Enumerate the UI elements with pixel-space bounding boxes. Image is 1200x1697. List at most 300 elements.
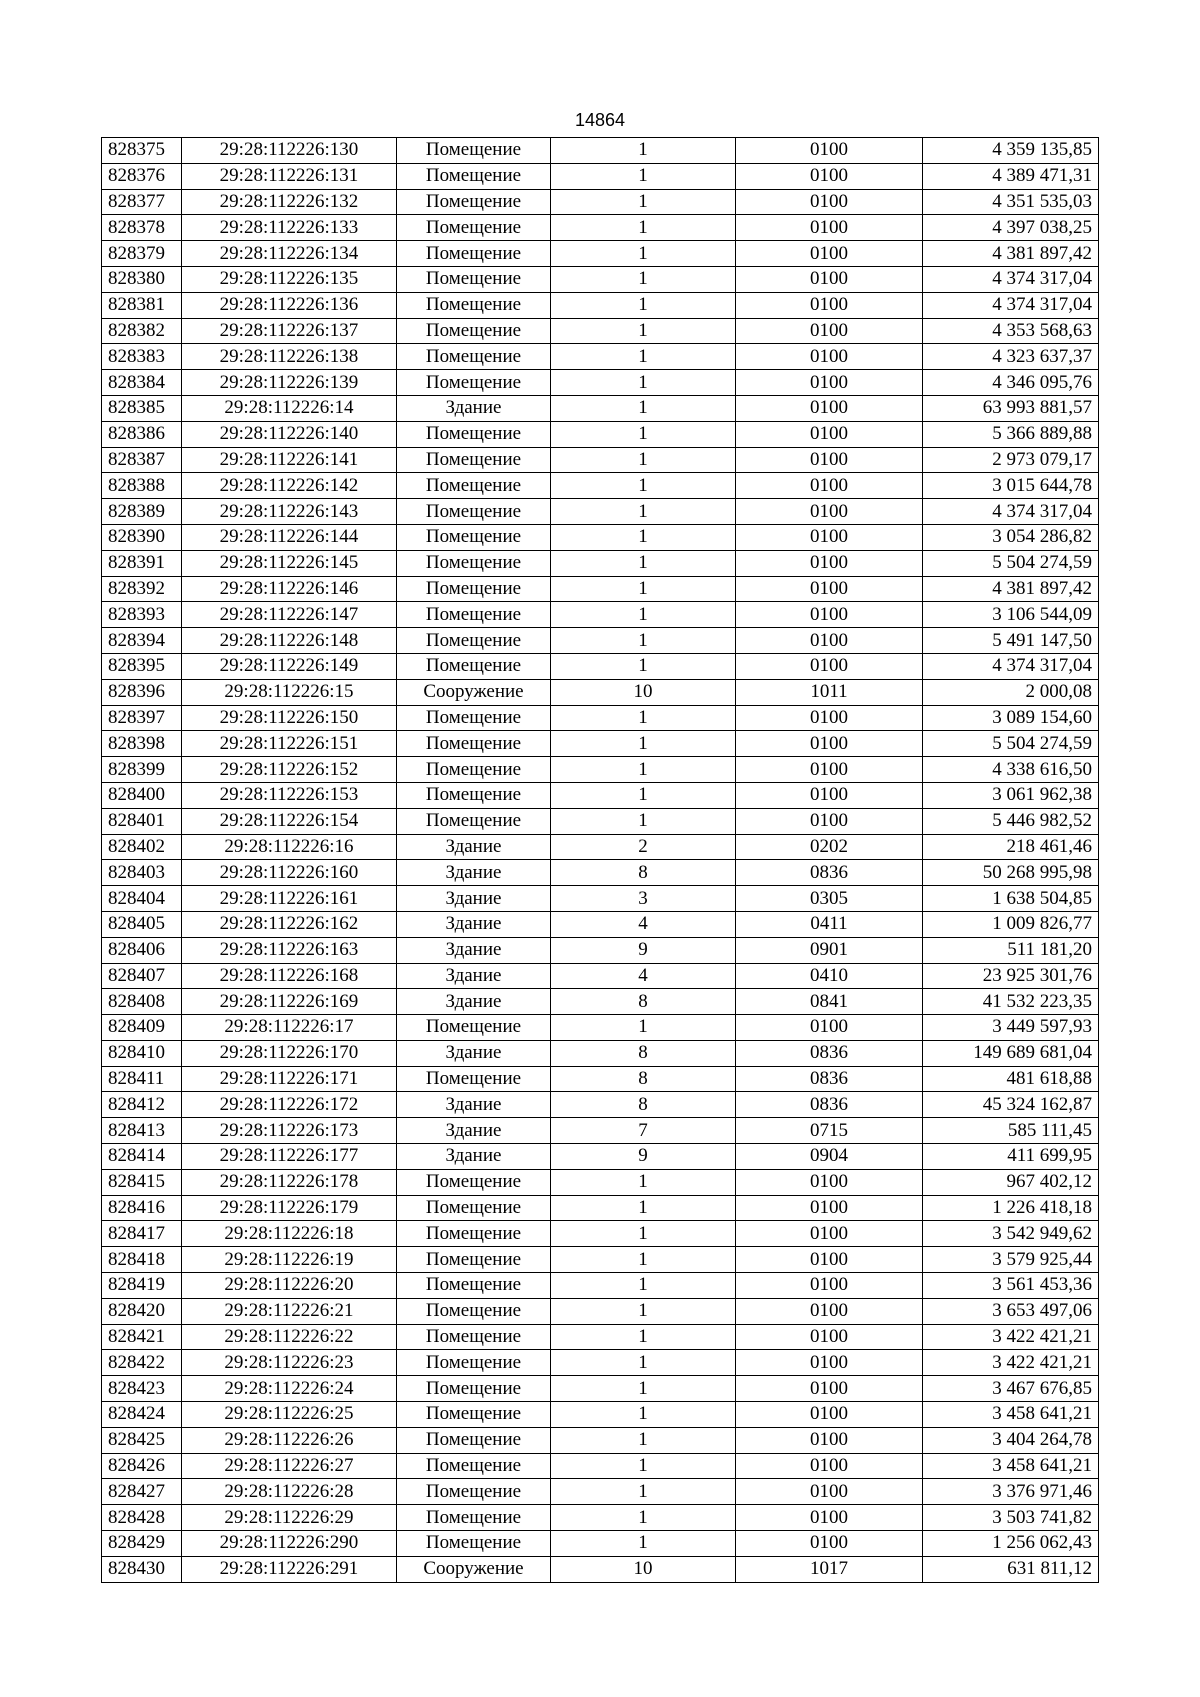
code-cell: 0836	[736, 860, 923, 886]
table-row	[102, 937, 1099, 963]
cadastral-number-cell: 29:28:112226:131	[182, 163, 397, 189]
cadastral-number-cell: 29:28:112226:143	[182, 499, 397, 525]
cadastral-number-cell: 29:28:112226:25	[182, 1402, 397, 1428]
table-row	[102, 860, 1099, 886]
row-number-cell: 828382	[102, 318, 182, 344]
group-cell: 1	[551, 215, 736, 241]
table-row	[102, 1531, 1099, 1557]
group-cell: 1	[551, 421, 736, 447]
row-number-cell: 828403	[102, 860, 182, 886]
code-cell: 0100	[736, 138, 923, 164]
table-row	[102, 370, 1099, 396]
row-number-cell: 828423	[102, 1376, 182, 1402]
group-cell: 9	[551, 1144, 736, 1170]
table-row	[102, 1298, 1099, 1324]
cadastral-value-cell: 3 449 597,93	[923, 1015, 1099, 1041]
group-cell: 1	[551, 318, 736, 344]
row-number-cell: 828375	[102, 138, 182, 164]
code-cell: 0100	[736, 215, 923, 241]
object-type-cell: Помещение	[397, 370, 551, 396]
object-type-cell: Здание	[397, 963, 551, 989]
code-cell: 0100	[736, 1376, 923, 1402]
table-row	[102, 679, 1099, 705]
group-cell: 1	[551, 1479, 736, 1505]
code-cell: 0100	[736, 344, 923, 370]
object-type-cell: Помещение	[397, 241, 551, 267]
table-row	[102, 1273, 1099, 1299]
cadastral-value-cell: 967 402,12	[923, 1169, 1099, 1195]
cadastral-number-cell: 29:28:112226:22	[182, 1324, 397, 1350]
code-cell: 0901	[736, 937, 923, 963]
row-number-cell: 828393	[102, 602, 182, 628]
group-cell: 3	[551, 886, 736, 912]
cadastral-value-cell: 3 458 641,21	[923, 1402, 1099, 1428]
group-cell: 8	[551, 1040, 736, 1066]
object-type-cell: Помещение	[397, 602, 551, 628]
group-cell: 1	[551, 808, 736, 834]
code-cell: 0411	[736, 911, 923, 937]
table-row	[102, 395, 1099, 421]
table-row	[102, 292, 1099, 318]
cadastral-value-cell: 23 925 301,76	[923, 963, 1099, 989]
group-cell: 1	[551, 1531, 736, 1557]
group-cell: 1	[551, 499, 736, 525]
cadastral-value-cell: 5 446 982,52	[923, 808, 1099, 834]
object-type-cell: Помещение	[397, 1169, 551, 1195]
cadastral-value-cell: 511 181,20	[923, 937, 1099, 963]
cadastral-number-cell: 29:28:112226:134	[182, 241, 397, 267]
table-row	[102, 189, 1099, 215]
code-cell: 0100	[736, 550, 923, 576]
object-type-cell: Помещение	[397, 473, 551, 499]
group-cell: 1	[551, 1195, 736, 1221]
code-cell: 0100	[736, 524, 923, 550]
object-type-cell: Помещение	[397, 1221, 551, 1247]
row-number-cell: 828418	[102, 1247, 182, 1273]
group-cell: 1	[551, 473, 736, 499]
object-type-cell: Помещение	[397, 576, 551, 602]
code-cell: 0100	[736, 266, 923, 292]
code-cell: 0100	[736, 370, 923, 396]
cadastral-number-cell: 29:28:112226:27	[182, 1453, 397, 1479]
cadastral-number-cell: 29:28:112226:14	[182, 395, 397, 421]
group-cell: 9	[551, 937, 736, 963]
code-cell: 0100	[736, 241, 923, 267]
cadastral-value-cell: 4 338 616,50	[923, 757, 1099, 783]
cadastral-number-cell: 29:28:112226:161	[182, 886, 397, 912]
cadastral-value-cell: 2 973 079,17	[923, 447, 1099, 473]
row-number-cell: 828392	[102, 576, 182, 602]
table-row	[102, 963, 1099, 989]
row-number-cell: 828401	[102, 808, 182, 834]
table-row	[102, 421, 1099, 447]
cadastral-number-cell: 29:28:112226:290	[182, 1531, 397, 1557]
row-number-cell: 828395	[102, 653, 182, 679]
code-cell: 0904	[736, 1144, 923, 1170]
row-number-cell: 828387	[102, 447, 182, 473]
cadastral-number-cell: 29:28:112226:152	[182, 757, 397, 783]
code-cell: 0100	[736, 1324, 923, 1350]
table-row	[102, 499, 1099, 525]
table-row	[102, 1144, 1099, 1170]
table-row	[102, 628, 1099, 654]
cadastral-value-cell: 50 268 995,98	[923, 860, 1099, 886]
code-cell: 0100	[736, 1273, 923, 1299]
group-cell: 1	[551, 524, 736, 550]
object-type-cell: Здание	[397, 1040, 551, 1066]
cadastral-value-cell: 3 542 949,62	[923, 1221, 1099, 1247]
cadastral-number-cell: 29:28:112226:162	[182, 911, 397, 937]
table-row	[102, 163, 1099, 189]
group-cell: 1	[551, 189, 736, 215]
object-type-cell: Помещение	[397, 292, 551, 318]
group-cell: 10	[551, 1556, 736, 1582]
cadastral-number-cell: 29:28:112226:19	[182, 1247, 397, 1273]
row-number-cell: 828412	[102, 1092, 182, 1118]
cadastral-number-cell: 29:28:112226:24	[182, 1376, 397, 1402]
cadastral-number-cell: 29:28:112226:15	[182, 679, 397, 705]
table-row	[102, 808, 1099, 834]
cadastral-number-cell: 29:28:112226:179	[182, 1195, 397, 1221]
row-number-cell: 828380	[102, 266, 182, 292]
code-cell: 0100	[736, 576, 923, 602]
object-type-cell: Здание	[397, 989, 551, 1015]
cadastral-number-cell: 29:28:112226:154	[182, 808, 397, 834]
code-cell: 0100	[736, 1505, 923, 1531]
cadastral-number-cell: 29:28:112226:136	[182, 292, 397, 318]
cadastral-number-cell: 29:28:112226:133	[182, 215, 397, 241]
object-type-cell: Помещение	[397, 550, 551, 576]
code-cell: 0100	[736, 1221, 923, 1247]
code-cell: 0100	[736, 189, 923, 215]
row-number-cell: 828389	[102, 499, 182, 525]
code-cell: 0100	[736, 163, 923, 189]
cadastral-number-cell: 29:28:112226:29	[182, 1505, 397, 1531]
object-type-cell: Помещение	[397, 1273, 551, 1299]
group-cell: 1	[551, 1453, 736, 1479]
group-cell: 1	[551, 1350, 736, 1376]
cadastral-value-cell: 4 374 317,04	[923, 653, 1099, 679]
cadastral-number-cell: 29:28:112226:173	[182, 1118, 397, 1144]
code-cell: 0100	[736, 421, 923, 447]
cadastral-number-cell: 29:28:112226:148	[182, 628, 397, 654]
cadastral-number-cell: 29:28:112226:168	[182, 963, 397, 989]
table-row	[102, 653, 1099, 679]
cadastral-number-cell: 29:28:112226:144	[182, 524, 397, 550]
row-number-cell: 828396	[102, 679, 182, 705]
cadastral-value-table	[101, 137, 1099, 1583]
row-number-cell: 828424	[102, 1402, 182, 1428]
cadastral-number-cell: 29:28:112226:16	[182, 834, 397, 860]
row-number-cell: 828388	[102, 473, 182, 499]
group-cell: 8	[551, 1066, 736, 1092]
row-number-cell: 828407	[102, 963, 182, 989]
object-type-cell: Помещение	[397, 1247, 551, 1273]
object-type-cell: Помещение	[397, 1505, 551, 1531]
code-cell: 0100	[736, 1427, 923, 1453]
object-type-cell: Помещение	[397, 1402, 551, 1428]
cadastral-number-cell: 29:28:112226:169	[182, 989, 397, 1015]
row-number-cell: 828397	[102, 705, 182, 731]
row-number-cell: 828402	[102, 834, 182, 860]
object-type-cell: Сооружение	[397, 679, 551, 705]
code-cell: 0100	[736, 292, 923, 318]
group-cell: 1	[551, 447, 736, 473]
cadastral-number-cell: 29:28:112226:23	[182, 1350, 397, 1376]
code-cell: 0100	[736, 1350, 923, 1376]
code-cell: 0100	[736, 1479, 923, 1505]
group-cell: 1	[551, 1015, 736, 1041]
cadastral-value-cell: 218 461,46	[923, 834, 1099, 860]
object-type-cell: Здание	[397, 834, 551, 860]
table-row	[102, 344, 1099, 370]
code-cell: 0100	[736, 318, 923, 344]
object-type-cell: Помещение	[397, 705, 551, 731]
table-row	[102, 1427, 1099, 1453]
cadastral-value-cell: 3 458 641,21	[923, 1453, 1099, 1479]
row-number-cell: 828391	[102, 550, 182, 576]
row-number-cell: 828383	[102, 344, 182, 370]
code-cell: 0305	[736, 886, 923, 912]
table-row	[102, 886, 1099, 912]
row-number-cell: 828406	[102, 937, 182, 963]
cadastral-value-cell: 4 323 637,37	[923, 344, 1099, 370]
code-cell: 0100	[736, 705, 923, 731]
code-cell: 0100	[736, 473, 923, 499]
object-type-cell: Помещение	[397, 163, 551, 189]
code-cell: 0100	[736, 499, 923, 525]
table-row	[102, 782, 1099, 808]
code-cell: 0100	[736, 653, 923, 679]
cadastral-number-cell: 29:28:112226:150	[182, 705, 397, 731]
cadastral-value-cell: 3 467 676,85	[923, 1376, 1099, 1402]
cadastral-number-cell: 29:28:112226:172	[182, 1092, 397, 1118]
row-number-cell: 828426	[102, 1453, 182, 1479]
object-type-cell: Сооружение	[397, 1556, 551, 1582]
code-cell: 0410	[736, 963, 923, 989]
cadastral-value-cell: 3 376 971,46	[923, 1479, 1099, 1505]
row-number-cell: 828416	[102, 1195, 182, 1221]
row-number-cell: 828430	[102, 1556, 182, 1582]
code-cell: 0100	[736, 395, 923, 421]
group-cell: 1	[551, 576, 736, 602]
table-row	[102, 138, 1099, 164]
code-cell: 0100	[736, 1402, 923, 1428]
table-row	[102, 1015, 1099, 1041]
cadastral-number-cell: 29:28:112226:139	[182, 370, 397, 396]
cadastral-number-cell: 29:28:112226:135	[182, 266, 397, 292]
cadastral-value-cell: 4 351 535,03	[923, 189, 1099, 215]
code-cell: 1011	[736, 679, 923, 705]
cadastral-value-cell: 585 111,45	[923, 1118, 1099, 1144]
code-cell: 0100	[736, 782, 923, 808]
table-row	[102, 447, 1099, 473]
group-cell: 1	[551, 1505, 736, 1531]
object-type-cell: Помещение	[397, 808, 551, 834]
object-type-cell: Помещение	[397, 499, 551, 525]
group-cell: 1	[551, 138, 736, 164]
object-type-cell: Помещение	[397, 1324, 551, 1350]
row-number-cell: 828379	[102, 241, 182, 267]
table-row	[102, 1247, 1099, 1273]
group-cell: 4	[551, 911, 736, 937]
table-row	[102, 1453, 1099, 1479]
table-row	[102, 1195, 1099, 1221]
code-cell: 0836	[736, 1040, 923, 1066]
table-row	[102, 1118, 1099, 1144]
cadastral-value-cell: 4 359 135,85	[923, 138, 1099, 164]
row-number-cell: 828377	[102, 189, 182, 215]
object-type-cell: Здание	[397, 1118, 551, 1144]
object-type-cell: Помещение	[397, 653, 551, 679]
object-type-cell: Здание	[397, 1092, 551, 1118]
table-row	[102, 1402, 1099, 1428]
row-number-cell: 828429	[102, 1531, 182, 1557]
cadastral-number-cell: 29:28:112226:178	[182, 1169, 397, 1195]
group-cell: 1	[551, 1298, 736, 1324]
code-cell: 0100	[736, 602, 923, 628]
group-cell: 1	[551, 602, 736, 628]
group-cell: 1	[551, 241, 736, 267]
group-cell: 1	[551, 1169, 736, 1195]
row-number-cell: 828422	[102, 1350, 182, 1376]
table-row	[102, 731, 1099, 757]
group-cell: 1	[551, 292, 736, 318]
object-type-cell: Помещение	[397, 1453, 551, 1479]
object-type-cell: Помещение	[397, 782, 551, 808]
table-row	[102, 1040, 1099, 1066]
cadastral-number-cell: 29:28:112226:147	[182, 602, 397, 628]
table-row	[102, 1092, 1099, 1118]
cadastral-number-cell: 29:28:112226:137	[182, 318, 397, 344]
row-number-cell: 828428	[102, 1505, 182, 1531]
group-cell: 1	[551, 1247, 736, 1273]
object-type-cell: Помещение	[397, 1427, 551, 1453]
cadastral-number-cell: 29:28:112226:153	[182, 782, 397, 808]
object-type-cell: Помещение	[397, 524, 551, 550]
group-cell: 10	[551, 679, 736, 705]
group-cell: 8	[551, 1092, 736, 1118]
row-number-cell: 828394	[102, 628, 182, 654]
row-number-cell: 828378	[102, 215, 182, 241]
row-number-cell: 828398	[102, 731, 182, 757]
object-type-cell: Помещение	[397, 189, 551, 215]
cadastral-number-cell: 29:28:112226:26	[182, 1427, 397, 1453]
object-type-cell: Помещение	[397, 1298, 551, 1324]
group-cell: 8	[551, 860, 736, 886]
cadastral-value-cell: 3 653 497,06	[923, 1298, 1099, 1324]
cadastral-number-cell: 29:28:112226:142	[182, 473, 397, 499]
page-number: 14864	[574, 110, 626, 130]
row-number-cell: 828414	[102, 1144, 182, 1170]
cadastral-value-cell: 5 504 274,59	[923, 731, 1099, 757]
row-number-cell: 828415	[102, 1169, 182, 1195]
table-row	[102, 1221, 1099, 1247]
code-cell: 0100	[736, 731, 923, 757]
cadastral-value-cell: 3 404 264,78	[923, 1427, 1099, 1453]
table-row	[102, 318, 1099, 344]
cadastral-value-cell: 1 638 504,85	[923, 886, 1099, 912]
code-cell: 0836	[736, 1066, 923, 1092]
table-row	[102, 266, 1099, 292]
cadastral-value-cell: 1 256 062,43	[923, 1531, 1099, 1557]
table-row	[102, 1324, 1099, 1350]
group-cell: 1	[551, 731, 736, 757]
group-cell: 1	[551, 163, 736, 189]
code-cell: 0100	[736, 1247, 923, 1273]
group-cell: 1	[551, 1273, 736, 1299]
cadastral-number-cell: 29:28:112226:130	[182, 138, 397, 164]
object-type-cell: Здание	[397, 860, 551, 886]
cadastral-value-cell: 631 811,12	[923, 1556, 1099, 1582]
group-cell: 1	[551, 370, 736, 396]
group-cell: 8	[551, 989, 736, 1015]
row-number-cell: 828427	[102, 1479, 182, 1505]
cadastral-value-cell: 3 422 421,21	[923, 1324, 1099, 1350]
group-cell: 1	[551, 266, 736, 292]
group-cell: 1	[551, 344, 736, 370]
cadastral-value-cell: 481 618,88	[923, 1066, 1099, 1092]
row-number-cell: 828399	[102, 757, 182, 783]
code-cell: 0100	[736, 447, 923, 473]
table-row	[102, 1350, 1099, 1376]
table-row	[102, 757, 1099, 783]
cadastral-number-cell: 29:28:112226:163	[182, 937, 397, 963]
code-cell: 0100	[736, 1195, 923, 1221]
table-row	[102, 550, 1099, 576]
table-row	[102, 241, 1099, 267]
table-row	[102, 215, 1099, 241]
table-body	[102, 138, 1099, 1583]
row-number-cell: 828409	[102, 1015, 182, 1041]
group-cell: 1	[551, 1221, 736, 1247]
object-type-cell: Помещение	[397, 1376, 551, 1402]
group-cell: 1	[551, 1427, 736, 1453]
object-type-cell: Помещение	[397, 215, 551, 241]
cadastral-value-cell: 2 000,08	[923, 679, 1099, 705]
object-type-cell: Здание	[397, 937, 551, 963]
group-cell: 7	[551, 1118, 736, 1144]
group-cell: 1	[551, 705, 736, 731]
cadastral-value-cell: 3 089 154,60	[923, 705, 1099, 731]
group-cell: 1	[551, 1376, 736, 1402]
object-type-cell: Помещение	[397, 138, 551, 164]
object-type-cell: Помещение	[397, 266, 551, 292]
row-number-cell: 828405	[102, 911, 182, 937]
cadastral-value-cell: 4 374 317,04	[923, 266, 1099, 292]
object-type-cell: Помещение	[397, 1195, 551, 1221]
group-cell: 1	[551, 628, 736, 654]
cadastral-value-cell: 3 503 741,82	[923, 1505, 1099, 1531]
table-row	[102, 1556, 1099, 1582]
table-row	[102, 524, 1099, 550]
cadastral-value-cell: 4 353 568,63	[923, 318, 1099, 344]
code-cell: 0100	[736, 1531, 923, 1557]
cadastral-value-cell: 5 366 889,88	[923, 421, 1099, 447]
cadastral-value-cell: 4 374 317,04	[923, 292, 1099, 318]
table-row	[102, 1169, 1099, 1195]
group-cell: 1	[551, 395, 736, 421]
code-cell: 0100	[736, 1169, 923, 1195]
cadastral-number-cell: 29:28:112226:145	[182, 550, 397, 576]
object-type-cell: Помещение	[397, 1479, 551, 1505]
cadastral-number-cell: 29:28:112226:138	[182, 344, 397, 370]
row-number-cell: 828386	[102, 421, 182, 447]
cadastral-number-cell: 29:28:112226:177	[182, 1144, 397, 1170]
table-row	[102, 911, 1099, 937]
object-type-cell: Помещение	[397, 731, 551, 757]
group-cell: 1	[551, 757, 736, 783]
